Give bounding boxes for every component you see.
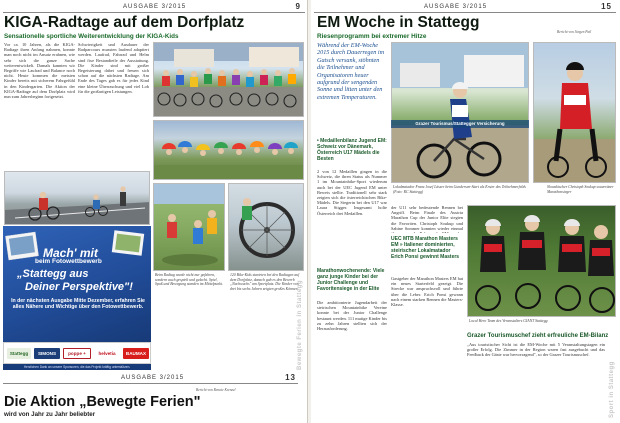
article-credit: Bericht von Jürgen Pail: [557, 30, 592, 34]
section2-text: Gastgeber der Marathon Masters EM hat ein neues Starterfeld gezeigt. Die Strecke war anspruchsvoll und führte über die Leber. Erich Ponsi gewann nach einem starken Rennen die Masters-Klasse.: [391, 276, 463, 308]
sponsor-logo-5: BAUMAX: [123, 348, 149, 359]
issue-label: AUSGABE 3/2015: [123, 4, 187, 10]
team-photo: [467, 205, 616, 317]
ad-body-text: In der nächsten Ausgabe Mitte Dezember, erfahren Sie alles Nähere und Wichtige über den Fotowettbewerb.: [11, 298, 145, 311]
group-photo: [153, 42, 304, 117]
bottom-headline: Die Aktion „Bewegte Ferien": [4, 394, 201, 410]
photo-contest-ad: [3, 226, 151, 342]
helmet-photo-svg: [154, 121, 304, 180]
middle-column-text: der U11 sehr bedeutende Rennen bei Angriff. Beim Finale des Austria Marathon Cup der Junior Elite siegten die Favoriten. Christoph Soukup und Sabine Sommer konnten wieder einmal: [391, 205, 463, 231]
track-photo-svg: [5, 172, 150, 225]
bottom-issue-label: AUSGABE 3/2015: [121, 375, 185, 381]
ad-title-line4: Deiner Perspektive"!: [25, 281, 133, 293]
team-photo-svg: [468, 206, 616, 317]
photo-caption-3: Local Hero Team des Veranstalters GIANT Stattegg: [469, 319, 548, 323]
body-column-1: Vor ca. 10 Jahren, als die KIGA-Radtage ihren Anfang nahmen, konnte man noch nicht im Ansatz erahnen, wie sehr sich die ganze Sache weiterentwickelt. Damals kannten wir Begriffe wie Laufrad und Balance noch nicht. Heute kommen die meisten Kinder bereits mit sicherem Fahrgefühl in den Kindergarten. Die Aktion der KIGA-Radtage auf dem Dorfplatz wird nun zum Jahresbeginn fortgesetzt.: [4, 42, 75, 100]
rider-photo-2-svg: [534, 43, 616, 183]
sponsor-logo-2: SIMONS: [34, 348, 60, 359]
left-page: [0, 0, 308, 423]
issue-label: AUSGABE 3/2015: [424, 4, 488, 10]
rider-photo-1: [391, 42, 529, 183]
photo-caption: 120 Bike-Kids starteten bei den Radtagen auf dem Dorfplatz, danach gab es den Bewerb „Nachwuchs" am Sportplatz. Die Kinder von drei bis sechs Jahren zeigten großes Können.: [230, 273, 300, 291]
vertical-section-label: Bewegte Ferien in Stattegg: [297, 279, 303, 370]
section3-heading: Marathonwochenende: Viele ganz junge Kinder bei der Junior Challenge und Favoritensiege in der Elite: [317, 268, 385, 292]
section3-text: Die ambitionierte Jugendarbeit der steirischen Mountainbike Vereine konnte bei der Junior Challenge bestaunt werden. 111 mutige Kinder bis zu zehn Jahren stellten sich der Herausforderung.: [317, 300, 387, 332]
ad-title-line3: „Stattegg aus: [17, 268, 89, 280]
bottom-page-number: 13: [285, 373, 296, 382]
article-headline: KIGA-Radtage auf dem Dorfplatz: [4, 14, 245, 31]
rider-photo-2: [533, 42, 616, 183]
vertical-section-label: Sport in Stattegg: [609, 361, 615, 418]
group-photo-svg: [154, 43, 304, 117]
page-number: 15: [601, 2, 612, 11]
bottom-subhead: wird von Jahr zu Jahr beliebter: [4, 411, 96, 418]
article-subhead: Riesenprogramm bei extremer Hitze: [317, 33, 427, 40]
play-photo: [153, 183, 225, 271]
section4-heading: Grazer Tourismuschef zieht erfreuliche EM-Bilanz: [467, 333, 609, 339]
helmet-kids-photo: [153, 120, 304, 180]
photo-caption-2: Slowakischer Christoph Soukup souveräner Marathonsieger: [547, 185, 614, 194]
page-header: [3, 2, 305, 13]
right-page: [311, 0, 620, 423]
wheel-photo: [228, 183, 304, 271]
play-photo-svg: [154, 184, 225, 271]
body-column-2: Schwierigkeit und Ausdauer der Radparcours mussten laufend adaptiert werden. Laufrad, Fahrrad und Helm sind fixe Bestandteile der Ausstattung. Die Kinder sind mit großer Begeisterung dabei und freuen sich schon auf die nächsten Radtage. Am Ende des Tages gab es für jedes Kind eine kleine Überraschung und viel Lob für die großartigen Leistungen.: [78, 42, 149, 94]
article-subhead: Sensationelle sportliche Weiterentwicklung der KIGA-Kids: [4, 33, 179, 40]
event-banner: Grazer Tourismus/Stattegger Versicherung: [391, 120, 529, 128]
section1-text: 2 von 12 Medaillen gingen in die Schweiz, die ihren Status als Nummer 1 im Mountainbike-Sport wiederum auch bei der UEC Jugend EM unter Beweis stellte. Traditionell sehr stark zeigten sich die österreichischen Bike-Mädels. Die Siegerin bei den U17 war Laura Stigger. Insgesamt holte Österreich drei Medaillen.: [317, 169, 387, 216]
ad-title-line2: beim Fotowettbewerb: [35, 258, 102, 265]
sponsor-logo-1: Stattegg: [7, 348, 31, 359]
sponsor-logo-4: helvetia: [94, 348, 120, 359]
ad-footer: Herzlichen Dank an unsere Sponsoren, die das Projekt kräftig unterstützen.: [3, 364, 151, 370]
section2-heading: UEC MTB Marathon Masters EM » Italiener dominierten, steirischer Lokalmatador Erich Ponsi gewinnt Masters: [391, 236, 460, 260]
wheel-photo-svg: [229, 184, 304, 271]
bottom-article: [0, 373, 308, 423]
photo-caption-2: Beim Radtag wurde nicht nur gefahren, sondern auch gespielt und gelacht. Spiel, Spaß und Bewegung standen im Mittelpunkt.: [155, 273, 223, 287]
bottom-credit: Bericht von Renate Krenzel: [196, 388, 236, 392]
section4-text: „Aus touristischer Sicht ist die EM-Woche mit 5 Veranstaltungstagen ein großer Erfolg. Die Zimmer in der Region waren fast ausgebucht und das Feedback der Gäste war hervorragend", so der Grazer Tourismuschef.: [467, 342, 605, 358]
bottom-page-header: [3, 373, 298, 384]
rider-photo-1-svg: [392, 43, 529, 183]
photo-caption-1: Lokalmatador Franz Josef Lässer beim Gundersen-Start als Erster des Teilnehmerfelds (Foto: RC Stattegg): [393, 185, 526, 194]
page-header: [314, 2, 616, 13]
sponsor-logo-3: poppe +: [63, 348, 91, 359]
page-number: 9: [295, 2, 301, 11]
ad-title-line1: Mach' mit: [43, 246, 98, 260]
sponsor-strip: [3, 342, 151, 364]
section1-heading: • Medaillenbilanz Jugend EM: Schweiz vor Dänemark, Österreich U17 Mädels die Besten: [317, 138, 387, 162]
intro-paragraph: Während der EM-Woche 2015 durch Dauerregen im Gatsch versank, stöhnten die Teilnehmer und Organisatoren heuer aufgrund der sengenden Sonne und litten unter den extremen Temperaturen.: [317, 42, 385, 101]
kids-track-photo: [4, 171, 150, 225]
article-headline: EM Woche in Stattegg: [317, 14, 480, 31]
